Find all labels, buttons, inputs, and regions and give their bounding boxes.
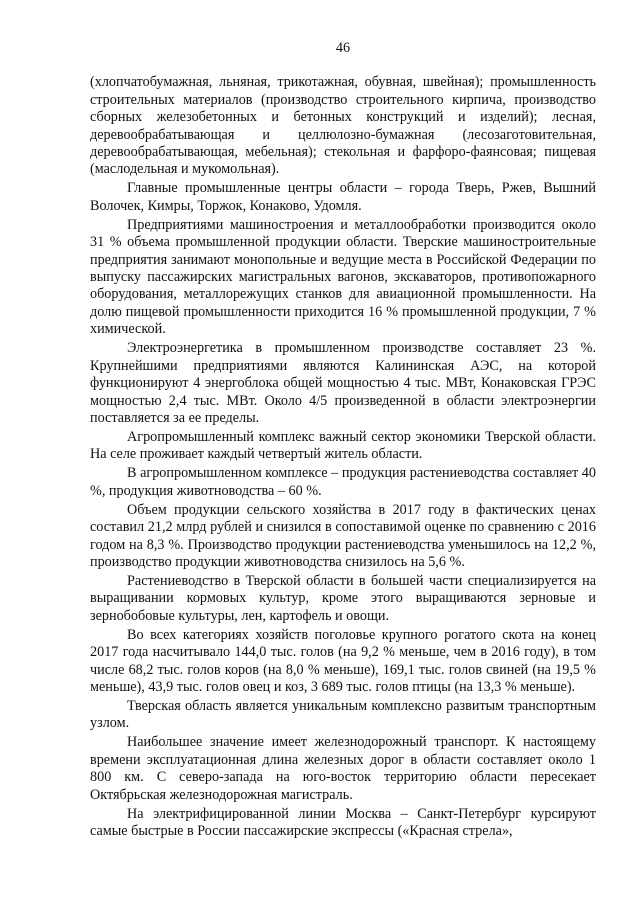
paragraph-transport-hub: Тверская область является уникальным комплексно развитым транспортным узлом. [90,697,596,732]
paragraph-crop-production: Растениеводство в Тверской области в большей части специализируется на выращивании кормовых культур, кроме этого выращиваются зерновые и зернобобовые культуры, лен, картофель и овощи. [90,572,596,624]
paragraph-agro-output: Объем продукции сельского хозяйства в 2017 году в фактических ценах составил 21,2 млрд рублей и снизился в сопоставимой оценке по сравнению с 2016 годом на 8,3 %. Производство продукции растениеводства уменьшилось на 12,2 %, производство продукции животноводства снизилось на 5,6 %. [90,501,596,570]
paragraph-agro-complex: Агропромышленный комплекс важный сектор экономики Тверской области. На селе проживает каждый четвертый житель области. [90,428,596,463]
paragraph-energy: Электроэнергетика в промышленном производстве составляет 23 %. Крупнейшими предприятиями являются Калининская АЭС, на которой функционируют 4 энергоблока общей мощностью 4 тыс. МВт, Конаковская ГРЭС мощностью 2,4 тыс. МВт. Около 4/5 произведенной в области электроэнергии поставляется за ее пределы. [90,340,596,426]
page-number: 46 [335,40,351,56]
paragraph-industrial-centers: Главные промышленные центры области – города Тверь, Ржев, Вышний Волочек, Кимры, Торжок, Конаково, Удомля. [90,180,596,214]
paragraph-machine-building: Предприятиями машиностроения и металлообработки производится около 31 % объема промышленной продукции области. Тверские машиностроительные предприятия занимают монопольные и ведущие места в Российской Федерации по выпуску пассажирских магистральных вагонов, экскаваторов, противопожарного оборудования, металлорежущих станков для авиационной промышленности. На долю пищевой промышленности приходится 16 % промышленной продукции, 7 % химической. [90,216,596,338]
paragraph-livestock: Во всех категориях хозяйств поголовье крупного рогатого скота на конец 2017 года насчитывало 144,0 тыс. голов (на 9,2 % меньше, чем в 2016 году), в том числе 68,2 тыс. голов коров (на 8,0 % меньше), 169,1 тыс. голов свиней (на 19,5 % меньше), 43,9 тыс. голов овец и коз, 3 689 тыс. голов птицы (на 13,3 % меньше). [90,626,596,695]
paragraph-railway: Наибольшее значение имеет железнодорожный транспорт. К настоящему времени эксплуатационная длина железных дорог в области составляет около 1 800 км. С северо-запада на юго-восток территорию области пересекает Октябрьская железнодорожная магистраль. [90,734,596,803]
paragraph-agro-structure: В агропромышленном комплексе – продукция растениеводства составляет 40 %, продукция животноводства – 60 %. [90,465,596,499]
paragraph-express-trains: На электрифицированной линии Москва – Санкт-Петербург курсируют самые быстрые в России пассажирские экспрессы («Красная стрела», [90,805,596,839]
paragraph-industries-continued: (хлопчатобумажная, льняная, трикотажная, обувная, швейная); промышленность строительных материалов (производство строительного кирпича, производство сборных железобетонных и бетонных конструкций и изделий); лесная, деревообрабатывающая и целлюлозно-бумажная (лесозаготовительная, деревообрабатывающая, мебельная); стекольная и фарфоро-фаянсовая; пищевая (маслодельная и мукомольная). [90,74,596,178]
